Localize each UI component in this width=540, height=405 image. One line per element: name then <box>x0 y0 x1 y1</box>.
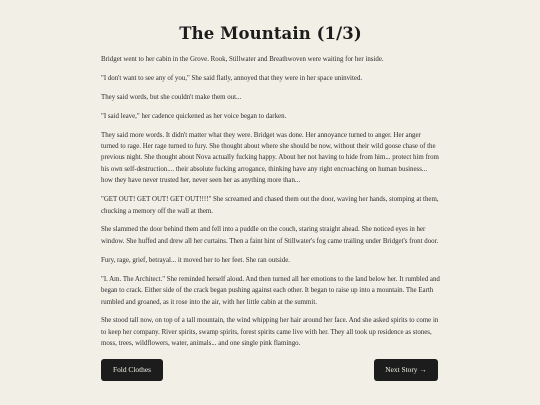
story-paragraph: "I. Am. The Architect." She reminded herself aloud. And then turned all her emotions to the land below her. It rumbled and began to crack. Either side of the crack began pushing against each other. It began to raise up into a mountain. The Earth rumbled and groaned, as it rose into the air, with her little cabin at the summit. <box>101 275 440 306</box>
story-paragraph: They said more words. It didn't matter what they were. Bridget was done. Her annoyance turned to anger. Her anger turned to rage. Her rage turned to fury. She thought about where she should be now, without their wild goose chase of the previous night. She thought about Nova actually fucking happy. About her not having to hide from him... protect him from his own self-destruction.... their absolute fucking arrogance, thinking have any right encroaching on human business... how they have never trusted her, never seen her as anything more than... <box>101 131 439 185</box>
story-paragraph: "GET OUT! GET OUT! GET OUT!!!!" She screamed and chased them out the door, waving her hands, stomping at them, chucking a memory off the wall at them. <box>101 196 439 215</box>
story-title: The Mountain (1/3) <box>179 24 362 43</box>
story-paragraph: Fury, rage, grief, betrayal... it moved her to her feet. She ran outside. <box>101 256 290 264</box>
story-paragraph: "I don't want to see any of you," She said flatly, annoyed that they were in her space uninvited. <box>101 74 363 82</box>
fold-clothes-button[interactable]: Fold Clothes <box>101 359 163 381</box>
next-story-button[interactable]: Next Story → <box>374 359 438 381</box>
story-paragraph: Bridget went to her cabin in the Grove. Rook, Stillwater and Breathwoven were waiting for her inside. <box>101 56 384 63</box>
story-body <box>101 54 440 357</box>
story-paragraph: She slammed the door behind them and fell into a puddle on the couch, staring straight ahead. She noticed eyes in her window. She huffed and drew all her curtains. Then a faint hint of Stillwater's fog came trailing under Bridget's front door. <box>101 226 439 245</box>
story-paragraph: She stood tall now, on top of a tall mountain, the wind whipping her hair around her face. And she asked spirits to come in to keep her company. River spirits, swamp spirits, forest spirits came live with her. They all took up residence as stones, moss, trees, wildflowers, water, animals... and one single pink flamingo. <box>101 317 439 348</box>
story-paragraph: "I said leave," her cadence quickened as her voice began to darken. <box>101 112 287 120</box>
story-paragraph: They said words, but she couldn't make them out... <box>101 93 242 101</box>
